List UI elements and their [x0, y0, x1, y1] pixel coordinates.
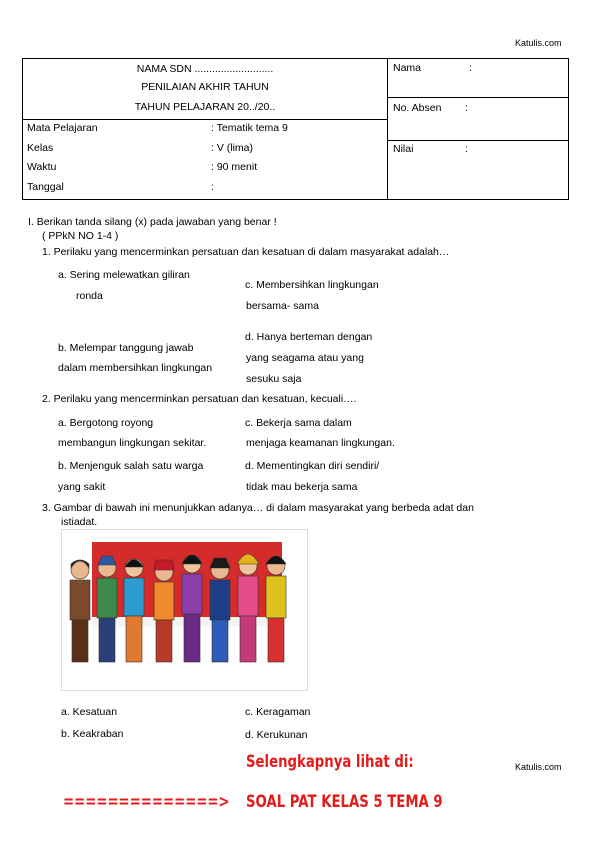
field-label-class: Kelas [27, 142, 54, 154]
q3-option-a[interactable]: a. Kesatuan [61, 706, 118, 718]
instruction: I. Berikan tanda silang (x) pada jawaban yang benar ! [28, 216, 277, 228]
field-label-subject: Mata Pelajaran [27, 122, 98, 134]
q2-option-b[interactable]: b. Menjenguk salah satu warga [58, 460, 204, 472]
field-label-time: Waktu [27, 161, 57, 173]
question-3-cont: istiadat. [61, 516, 98, 528]
q2-option-c[interactable]: c. Bekerja sama dalam [245, 417, 352, 429]
q3-option-d[interactable]: d. Kerukunan [245, 729, 308, 741]
question-1: 1. Perilaku yang mencerminkan persatuan dan kesatuan di dalam masyarakat adalah… [42, 246, 450, 258]
people-drawing [62, 530, 307, 690]
q3-option-b[interactable]: b. Keakraban [61, 728, 124, 740]
field-value-time: : 90 menit [211, 161, 258, 173]
watermark-top: Katulis.com [515, 38, 562, 48]
q1-option-d-cont: yang seagama atau yang [246, 352, 364, 364]
absen-colon: : [465, 102, 468, 114]
q2-option-a[interactable]: a. Bergotong royong [58, 417, 154, 429]
name-label: Nama [393, 62, 422, 74]
score-label: Nilai [393, 143, 414, 155]
q2-option-d-cont: tidak mau bekerja sama [246, 481, 358, 493]
promo-arrow: ==============> [63, 792, 230, 812]
question-2: 2. Perilaku yang mencerminkan persatuan dan kesatuan, kecuali…. [42, 393, 357, 405]
traditional-costumes-illustration [61, 529, 308, 691]
q1-option-c-cont: bersama- sama [246, 300, 319, 312]
promo-heading: Selengkapnya lihat di: [246, 752, 414, 772]
q2-option-b-cont: yang sakit [58, 481, 106, 493]
q2-option-a-cont: membangun lingkungan sekitar. [58, 437, 207, 449]
absen-label: No. Absen [393, 102, 442, 114]
q2-option-d[interactable]: d. Mementingkan diri sendiri/ [245, 460, 380, 472]
school-name: NAMA SDN ........................... [136, 63, 274, 75]
q1-option-d-cont: sesuku saja [246, 373, 302, 385]
name-colon: : [469, 62, 472, 74]
subnote: ( PPkN NO 1-4 ) [42, 230, 119, 242]
q1-option-d[interactable]: d. Hanya berteman dengan [245, 331, 373, 343]
score-colon: : [465, 143, 468, 155]
header-table [22, 58, 569, 200]
q1-option-b[interactable]: b. Melempar tanggung jawab [58, 342, 194, 354]
watermark-bottom: Katulis.com [515, 762, 562, 772]
header-rule [387, 97, 568, 98]
school-year: TAHUN PELAJARAN 20../20.. [134, 101, 276, 113]
question-3: 3. Gambar di bawah ini menunjukkan adanya… di dalam masyarakat yang berbeda adat dan [42, 502, 474, 514]
field-value-class: : V (lima) [211, 142, 253, 154]
q1-option-a-cont: ronda [76, 290, 103, 302]
q1-option-b-cont: dalam membersihkan lingkungan [58, 362, 213, 374]
promo-link[interactable]: SOAL PAT KELAS 5 TEMA 9 [246, 792, 443, 812]
q2-option-c-cont: menjaga keamanan lingkungan. [246, 437, 395, 449]
q1-option-a[interactable]: a. Sering melewatkan giliran [58, 269, 190, 281]
q1-option-c[interactable]: c. Membersihkan lingkungan [245, 279, 379, 291]
q3-option-c[interactable]: c. Keragaman [245, 706, 311, 718]
header-rule [23, 119, 387, 120]
field-value-date: : [211, 181, 214, 193]
exam-title: PENILAIAN AKHIR TAHUN [141, 81, 269, 93]
field-label-date: Tanggal [27, 181, 64, 193]
header-rule [387, 140, 568, 141]
header-divider [387, 59, 388, 199]
field-value-subject: : Tematik tema 9 [211, 122, 288, 134]
